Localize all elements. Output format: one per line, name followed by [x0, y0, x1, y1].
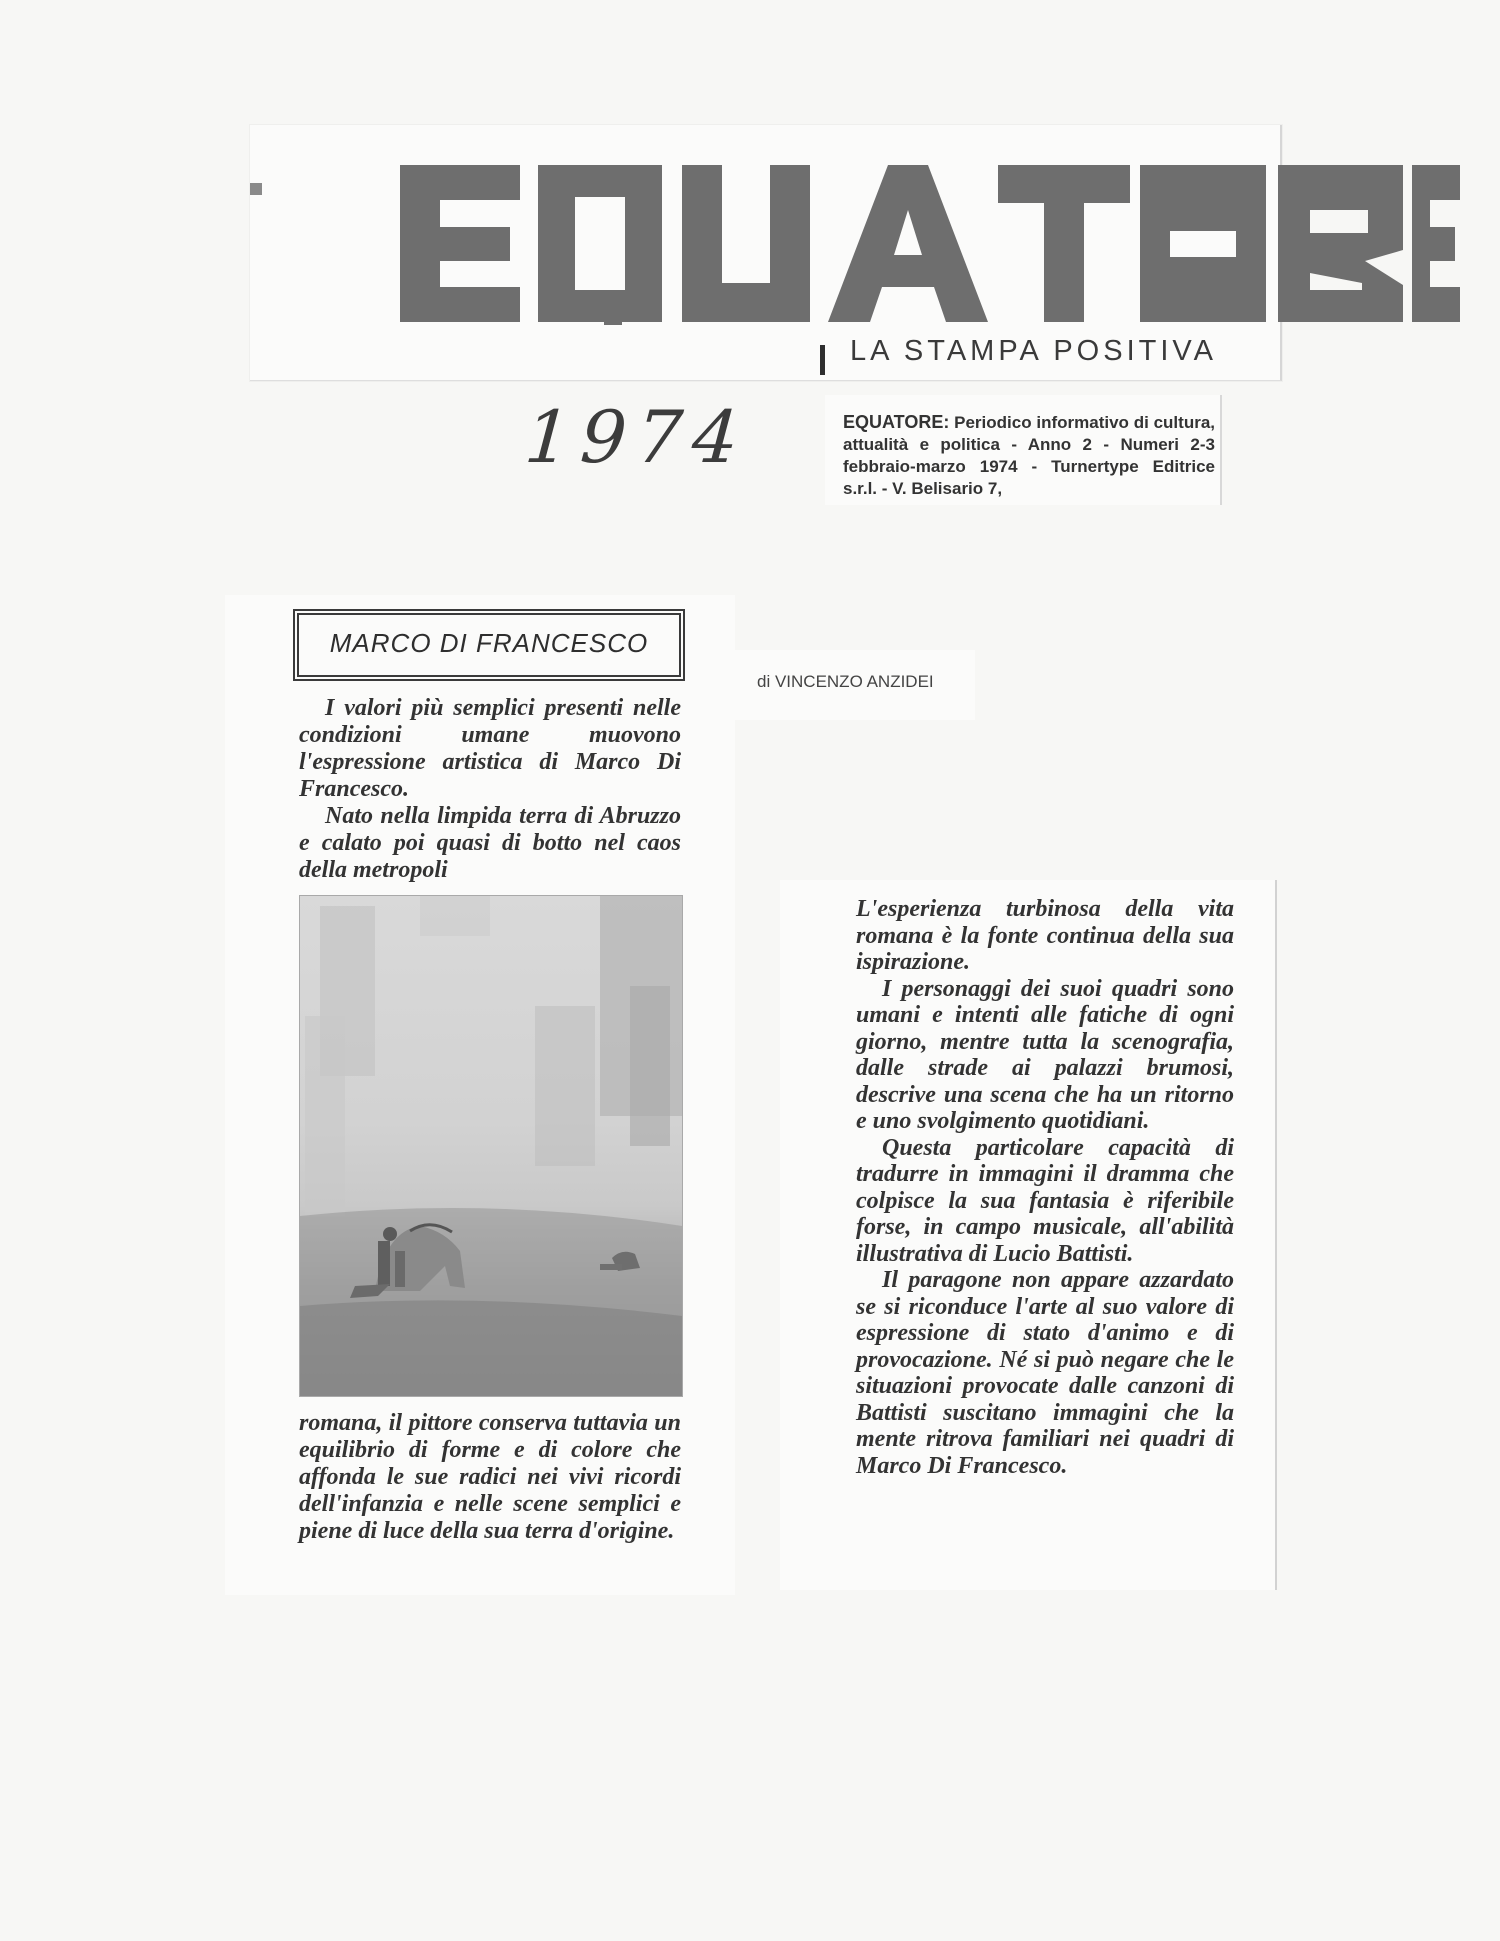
bullet-mark	[250, 183, 262, 195]
article-right-column	[780, 880, 1277, 1590]
article-title: MARCO DI FRANCESCO	[329, 628, 649, 658]
paragraph: Il paragone non appare azzardato se si riconduce l'arte al suo valore di espressione di stato d'animo e di provocazione. Né si può negare che le situazioni provocate dalle canzoni di Battisti suscitano immagini che la mente ritrova familiari nei quadri di Marco Di Francesco.	[856, 1267, 1234, 1479]
publication-info-text	[843, 411, 1215, 500]
painting-image	[299, 895, 683, 1397]
paragraph: Nato nella limpida terra di Abruzzo e calato poi quasi di botto nel caos della metropoli	[299, 803, 681, 883]
paragraph: L'esperienza turbinosa della vita romana è la fonte continua della sua ispirazione.	[856, 896, 1234, 975]
article-byline: di VINCENZO ANZIDEI	[757, 672, 934, 691]
masthead-tagline: LA STAMPA POSITIVA	[850, 335, 1217, 367]
handwritten-year: 1974	[522, 395, 752, 479]
publication-details: Periodico informativo di cultura, attualità e politica - Anno 2 - Numeri 2-3 febbraio-marzo 1974 - Turnertype Editrice s.r.l. - V. Belisario 7,	[843, 413, 1215, 498]
article-left-column	[225, 595, 735, 1595]
article-title-box	[293, 609, 685, 681]
left-intro-text	[299, 695, 681, 884]
paragraph: I valori più semplici presenti nelle condizioni umane muovono l'espressione artistica di Marco Di Francesco.	[299, 695, 681, 802]
masthead-clipping	[250, 125, 1282, 381]
left-continuation-text: romana, il pittore conserva tuttavia un equilibrio di forme e di colore che affonda le sue radici nei vivi ricordi dell'infanzia e nelle scene semplici e piene di luce della sua terra d'origine.	[299, 1410, 681, 1544]
tagline-bar	[820, 345, 825, 375]
publication-name: EQUATORE:	[843, 412, 950, 432]
paragraph: I personaggi dei suoi quadri sono umani e intenti alle fatiche di ogni giorno, mentre tutta la scenografia, dalle strade ai palazzi brumosi, descrive una scena che ha un ritorno e uno svolgimento quotidiani.	[856, 975, 1234, 1134]
equatore-logo	[400, 165, 1460, 325]
publication-info-clipping	[825, 395, 1222, 505]
byline-clipping	[735, 650, 975, 720]
paragraph: Questa particolare capacità di tradurre in immagini il dramma che colpisce la sua fantasia è riferibile forse, in campo musicale, all'abilità illustrativa di Lucio Battisti.	[856, 1134, 1234, 1267]
right-column-text	[856, 896, 1234, 1479]
